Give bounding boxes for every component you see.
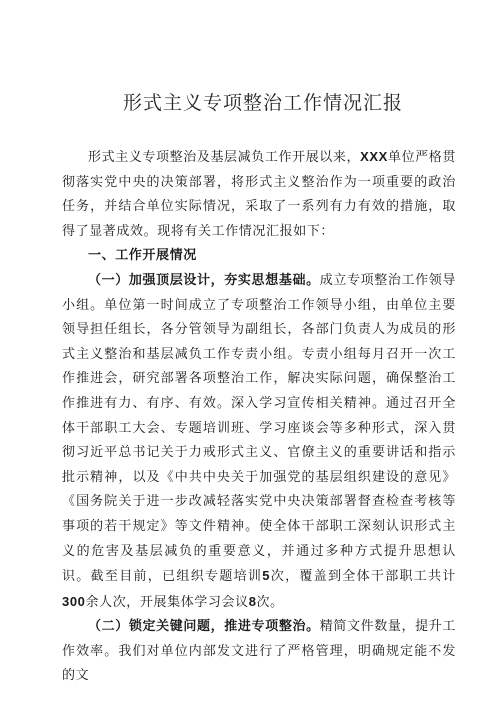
item-1-paragraph (62, 269, 456, 615)
item-1-body-b: 次，覆盖到全体干部职工共计 (270, 569, 456, 585)
document-title: 形式主义专项整治工作情况汇报 (122, 92, 403, 114)
item-2-paragraph (62, 615, 456, 689)
intro-after-org: 单位严格贯彻落实党中央的决策部署，将形式主义整治作为一项重要的政治任务，并结合单位实际情况，采取了一系列有力有效的措施，取得了显著成效。现将有关工作情况汇报如下： (62, 150, 456, 239)
item-2-body: 精简文件数量，提升工作效率。我们对单位内部发文进行了严格管理，明确规定能不发的文 (62, 619, 456, 684)
item-1-body-d: 次。 (256, 594, 284, 610)
training-count: 5 (262, 568, 271, 584)
people-count: 300 (62, 593, 86, 609)
item-1-body-a: 成立专项整治工作领导小组。单位第一时间成立了专项整治工作领导小组，由单位主要领导担任组长，各分管领导为副组长，各部门负责人为成员的形式主义整治和基层减负工作专责小组。专责小组每月召开一次工作推进会，研究部署各项整治工作，解决实际问题，确保整治工作推进有力、有序、有效。深入学习宣传相关精神。通过召开全体干部职工大会、专题培训班、学习座谈会等多种形式，深入贯彻习近平总书记关于力戒形式主义、官僚主义的重要讲话和指示批示精神，以及《中共中央关于加强党的基层组织建设的意见》《国务院关于进一步改减轻落实党中央决策部署督查检查考核等事项的若干规定》等文件精神。使全体干部职工深刻认识形式主义的危害及基层减负的重要意义，并通过多种方式提升思想认识。截至目前，已组织专题培训 (62, 272, 456, 585)
meeting-count: 8 (248, 593, 257, 609)
intro-paragraph (62, 145, 456, 244)
item-1-lead: （一）加强顶层设计，夯实思想基础。 (88, 272, 320, 288)
section-heading-work-status: 一、工作开展情况 (88, 248, 197, 264)
organization-name: XXX (360, 149, 388, 164)
intro-before-org: 形式主义专项整治及基层减负工作开展以来， (88, 150, 361, 165)
item-2-lead: （二）锁定关键问题，推进专项整治。 (88, 619, 320, 635)
item-1-body-c: 余人次，开展集体学习会议 (85, 594, 249, 610)
